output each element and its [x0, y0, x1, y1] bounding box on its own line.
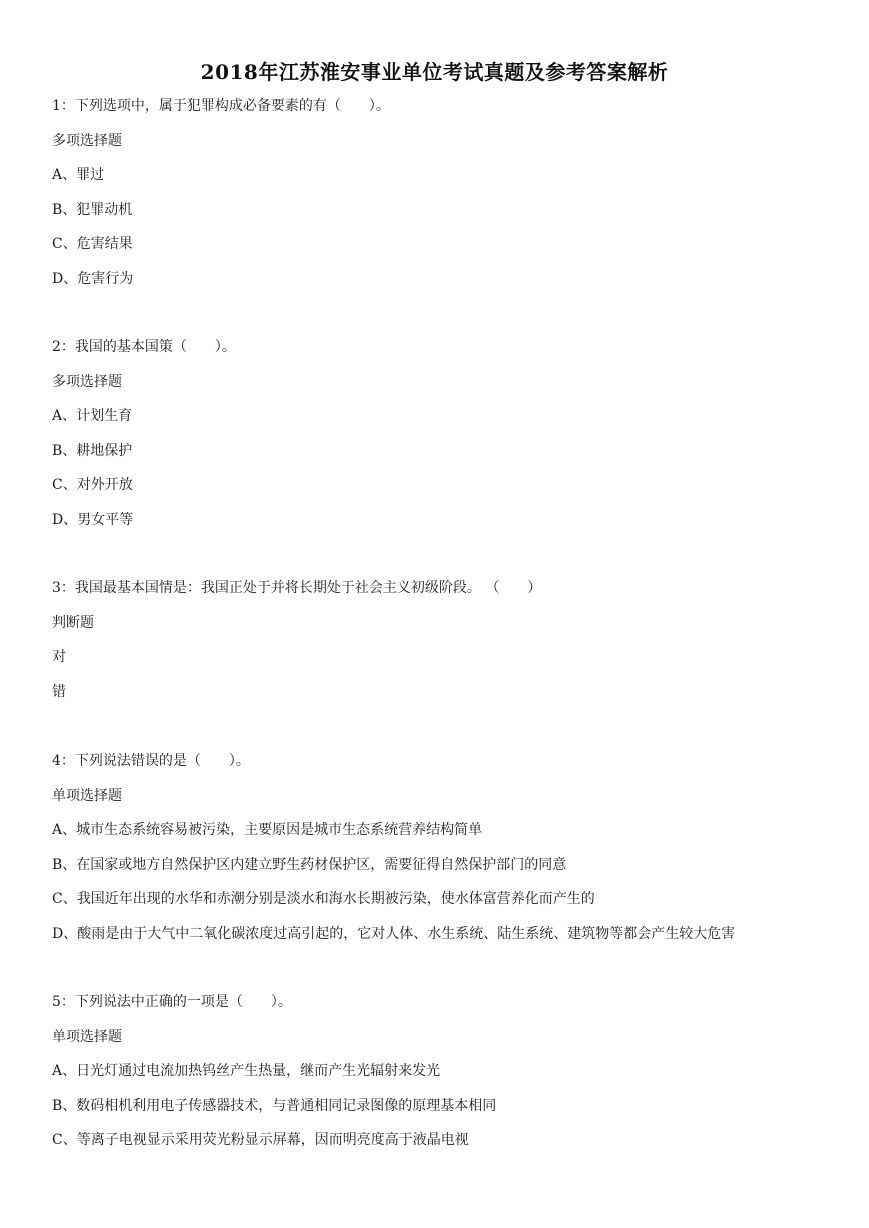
question-stem: 5：下列说法中正确的一项是（ ）。 — [52, 994, 292, 1010]
question-type: 判断题 — [52, 614, 94, 631]
question-type: 单项选择题 — [52, 787, 122, 804]
option-a: A、罪过 — [52, 167, 105, 183]
question-stem: 3：我国最基本国情是：我国正处于并将长期处于社会主义初级阶段。 （ ） — [52, 580, 542, 596]
question-stem: 2：我国的基本国策（ ）。 — [52, 339, 236, 355]
question-type: 单项选择题 — [52, 1028, 122, 1045]
option-c: C、等离子电视显示采用荧光粉显示屏幕，因而明亮度高于液晶电视 — [52, 1132, 469, 1148]
question-stem: 1：下列选项中，属于犯罪构成必备要素的有（ ）。 — [52, 98, 390, 114]
option-b: B、在国家或地方自然保护区内建立野生药材保护区，需要征得自然保护部门的同意 — [52, 856, 567, 873]
option-d: D、男女平等 — [52, 511, 134, 528]
question-2 — [52, 337, 842, 544]
question-3 — [52, 578, 842, 716]
option-a: A、计划生育 — [52, 408, 133, 424]
question-stem: 4：下列说法错误的是（ ）。 — [52, 753, 250, 769]
question-type: 多项选择题 — [52, 132, 122, 149]
option-b: B、数码相机利用电子传感器技术，与普通相同记录图像的原理基本相同 — [52, 1097, 497, 1114]
option-b: B、犯罪动机 — [52, 201, 133, 218]
question-type: 多项选择题 — [52, 373, 122, 390]
option-c: C、危害结果 — [52, 236, 133, 252]
question-5 — [52, 992, 842, 1165]
option-c: C、对外开放 — [52, 477, 133, 493]
option-false: 错 — [52, 683, 66, 700]
document-title: 2018年江苏淮安事业单位考试真题及参考答案解析 — [200, 60, 669, 84]
option-a: A、城市生态系统容易被污染，主要原因是城市生态系统营养结构简单 — [52, 822, 483, 838]
option-c: C、我国近年出现的水华和赤潮分别是淡水和海水长期被污染，使水体富营养化而产生的 — [52, 891, 595, 907]
option-d: D、危害行为 — [52, 270, 134, 287]
option-a: A、日光灯通过电流加热钨丝产生热量，继而产生光辐射来发光 — [52, 1063, 441, 1079]
option-d: D、酸雨是由于大气中二氧化碳浓度过高引起的，它对人体、水生系统、陆生系统、建筑物等都会产生较大危害 — [52, 925, 736, 942]
option-b: B、耕地保护 — [52, 442, 133, 459]
option-true: 对 — [52, 649, 66, 665]
question-4 — [52, 751, 842, 958]
question-1 — [52, 96, 842, 303]
